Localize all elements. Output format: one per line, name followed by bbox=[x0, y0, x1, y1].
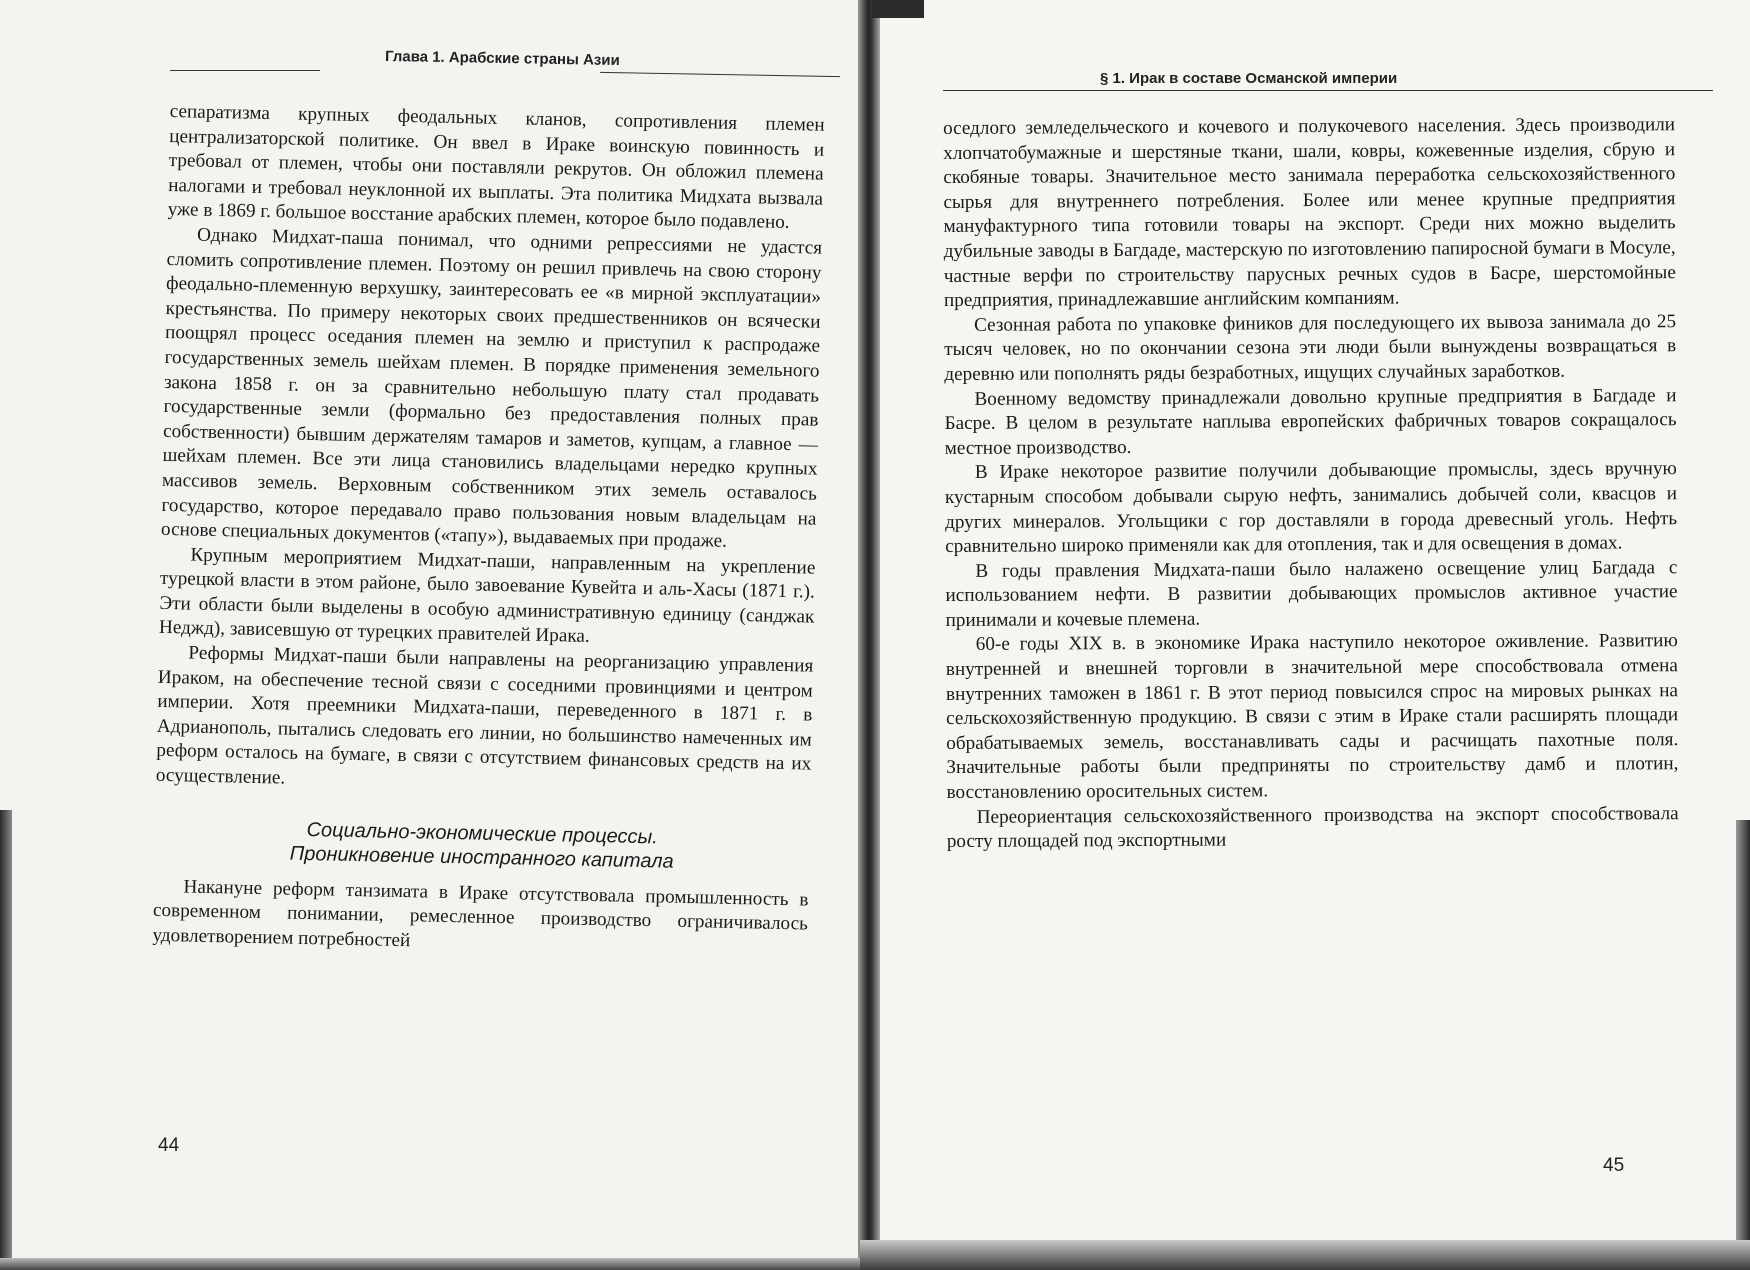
paragraph: В Ираке некоторое развитие получили добывающие промыслы, здесь вручную кустарным способом добывали сырую нефть, занимались добычей соли, квасцов и других минералов. Угольщики с гор доставляли в города древесный уголь. Нефть сравнительно широко применяли как для отопления, так и для освещения в домах. bbox=[944, 458, 1678, 558]
paragraph: 60-е годы XIX в. в экономике Ирака наступило некоторое оживление. Развитию внутренней и внешней торговли в значительной мере способствовала отмена внутренних таможен в 1861 г. В этот период повысился спрос на мировых рынках на сельскохозяйственную продукцию. В связи с этим в Ираке стали расширять площади обрабатываемых земель, восстанавливать сады и расчищать пахотные поля. Значительные работы были предприняты по строительству дамб и плотин, восстановлению оросительных систем. bbox=[945, 630, 1679, 804]
page-edge-shadow bbox=[860, 1240, 1750, 1270]
paragraph: Однако Мидхат-паша понимал, что одними репрессиями не удастся сломить сопротивление племен. Поэтому он решил привлечь на свою сторону феодально-племенную верхушку, заинтересовать ее «в мирной эксплуатации» крестьянства. По примеру некоторых своих предшественников он всячески поощрял процесс оседания племен на землю и приступил к распродаже государственных земель шейхам племен. В порядке применения земельного закона 1858 г. он за сравнительно небольшую плату стал продавать государственные земли (формально без предоставления полных прав собственности) бывшим держателям тамаров и заметов, купцам, а главное — шейхам племен. Все эти лица становились владельцами нередко крупных массивов земель. Верховным собственником этих земель оставалось государство, которое передавало право пользования новым владельцам на основе специальных документов («тапу»), выдаваемых при продаже. bbox=[160, 224, 823, 552]
paragraph: сепаратизма крупных феодальных кланов, сопротивления племен централизаторской политике. Он ввел в Ираке воинскую повинность и требовал от племен, чтобы они поставляли рекрутов. Он обложил племена налогами и требовал неуклонной их выплаты. Эта политика Мидхата вызвала уже в 1869 г. большое восстание арабских племен, которое было подавлено. bbox=[167, 100, 825, 234]
paragraph: Реформы Мидхат-паши были направлены на реорганизацию управления Ираком, на обеспечение тесной связи с соседними провинциями и центром империи. Хотя преемники Мидхата-паши, переведенного в 1871 г. в Адрианополь, пытались следовать его линии, но большинство намеченных им реформ осталось на бумаге, в связи с отсутствием финансовых средств на их осуществление. bbox=[155, 642, 814, 789]
paragraph: Накануне реформ танзимата в Ираке отсутствовала промышленность в современном понимании, ремесленное производство ограничивалось удовлетворением потребностей bbox=[152, 876, 809, 952]
paragraph: Сезонная работа по упаковке фиников для последующего их вывоза занимала до 25 тысяч человек, но по окончании сезона эти люди были вынуждены возвращаться в деревню или пополнять ряды безработных, ищущих случайных заработков. bbox=[944, 310, 1677, 385]
header-rule bbox=[600, 72, 840, 77]
left-page bbox=[0, 0, 868, 1270]
running-head: § 1. Ирак в составе Османской империи bbox=[1100, 70, 1398, 87]
book-gutter bbox=[858, 0, 880, 1270]
paragraph: оседлого земледельческого и кочевого и полукочевого населения. Здесь производили хлопчатобумажные и шерстяные ткани, шали, ковры, кожевенные изделия, сбрую и скобяные товары. Значительное место занимала переработка сельскохозяйственного сырья для внутреннего потребления. Более или менее крупные предприятия мануфактурного типа готовили товары на экспорт. Среди них можно выделить дубильные заводы в Багдаде, мастерскую по изготовлению папиросной бумаги в Мосуле, частные верфи по строительству парусных речных судов в Басре, шерстомойные предприятия, принадлежавшие английским компаниям. bbox=[943, 114, 1676, 312]
page-edge-shadow bbox=[1736, 820, 1750, 1270]
header-rule bbox=[943, 90, 1713, 91]
page-edge-shadow bbox=[0, 1258, 860, 1270]
subheading-line: Социально-экономические процессы. bbox=[306, 818, 659, 849]
paragraph: Крупным мероприятием Мидхат-паши, направленным на укрепление турецкой власти в этом районе, было завоевание Кувейта и аль-Хасы (1871 г.). Эти области были выделены в особую административную единицу (санджак Неджд), зависевшую от турецких правителей Ирака. bbox=[158, 544, 816, 648]
text-column bbox=[152, 100, 825, 952]
paragraph: Переориентация сельскохозяйственного производства на экспорт способствовала росту площадей под экспортными bbox=[946, 802, 1679, 853]
paragraph: Военному ведомству принадлежали довольно крупные предприятия в Багдаде и Басре. В целом в результате наплыва европейских фабричных товаров сокращалось местное производство. bbox=[944, 384, 1677, 459]
paragraph: В годы правления Мидхата-паши было налажено освещение улиц Багдада с использованием нефти. В развитии добывающих промыслов активное участие принимали и кочевые племена. bbox=[945, 556, 1678, 631]
binding-shadow bbox=[872, 0, 924, 18]
section-subheading bbox=[154, 814, 810, 876]
subheading-line: Проникновение иностранного капитала bbox=[289, 842, 674, 873]
right-page bbox=[868, 0, 1750, 1270]
header-rule bbox=[170, 70, 320, 71]
running-head: Глава 1. Арабские страны Азии bbox=[384, 47, 620, 70]
text-column bbox=[943, 114, 1679, 855]
page-number: 45 bbox=[1603, 1155, 1625, 1176]
page-number: 44 bbox=[158, 1135, 180, 1156]
page-edge-shadow bbox=[0, 810, 12, 1270]
